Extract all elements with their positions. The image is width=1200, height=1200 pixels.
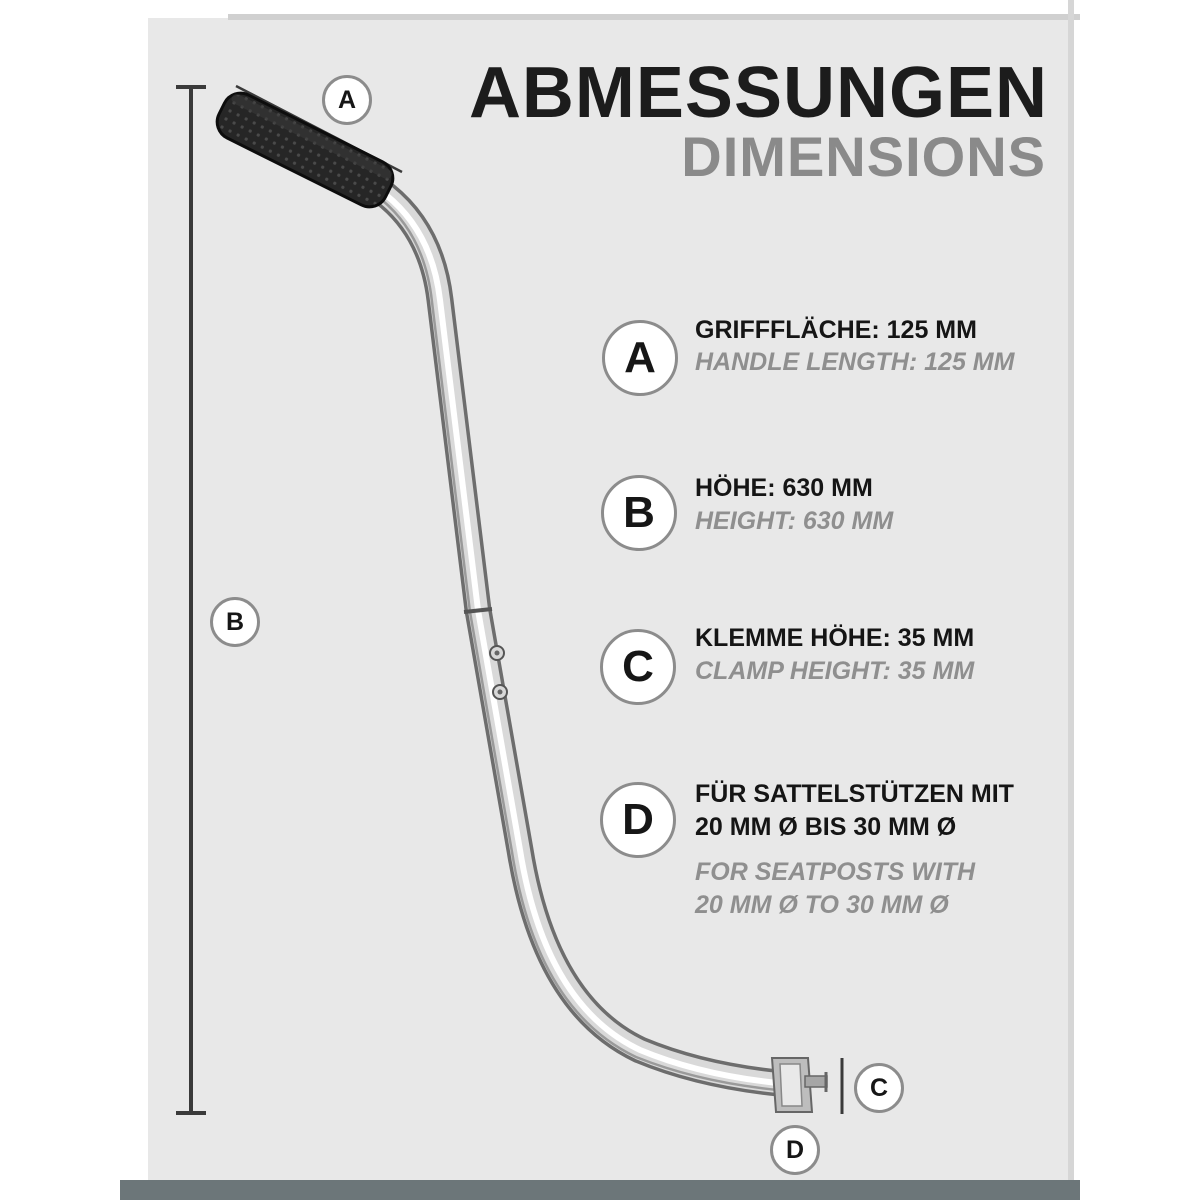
spec-a-badge: A: [602, 320, 678, 396]
spec-d-german-line1: FÜR SATTELSTÜTZEN MIT: [695, 780, 1014, 808]
marker-d: D: [770, 1125, 820, 1175]
spec-d-badge: D: [600, 782, 676, 858]
marker-a: A: [322, 75, 372, 125]
spec-d-english-line1: FOR SEATPOSTS WITH: [695, 858, 976, 886]
spec-c-german: KLEMME HÖHE: 35 MM: [695, 624, 975, 652]
spec-c-english: CLAMP HEIGHT: 35 MM: [695, 657, 975, 685]
spec-b-english: HEIGHT: 630 MM: [695, 507, 894, 535]
spec-a-german: GRIFFFLÄCHE: 125 MM: [695, 316, 977, 344]
spec-c-badge: C: [600, 629, 676, 705]
spec-b-german: HÖHE: 630 MM: [695, 474, 873, 502]
spec-a-english: HANDLE LENGTH: 125 MM: [695, 348, 1015, 376]
spec-d-english-line2: 20 MM Ø TO 30 MM Ø: [695, 891, 949, 919]
height-dimension-line: [176, 87, 206, 1113]
marker-b: B: [210, 597, 260, 647]
seatpost-clamp: [772, 1058, 827, 1112]
marker-c: C: [854, 1063, 904, 1113]
title-german: ABMESSUNGEN: [468, 53, 1048, 133]
title-english: DIMENSIONS: [681, 125, 1046, 188]
spec-b-badge: B: [601, 475, 677, 551]
spec-d-german-line2: 20 MM Ø BIS 30 MM Ø: [695, 813, 957, 841]
